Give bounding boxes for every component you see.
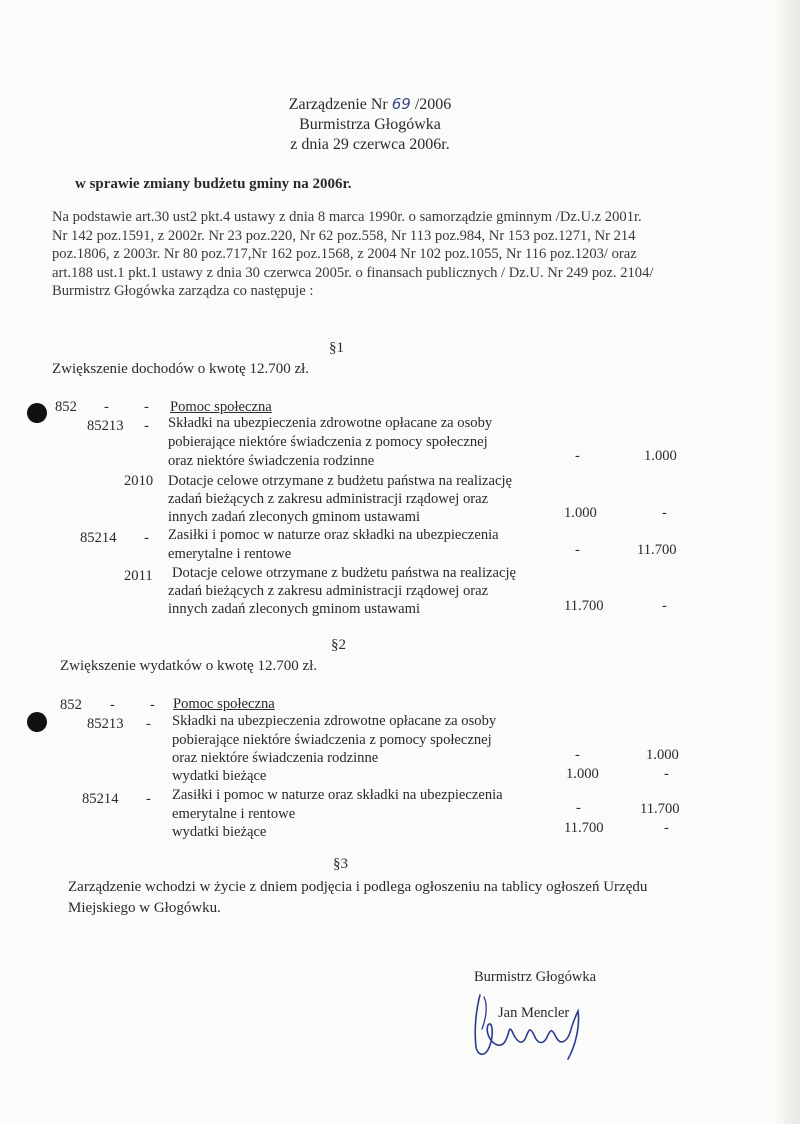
s2-dash: - (150, 697, 155, 713)
s1-dzial-name: Pomoc społeczna (170, 399, 272, 415)
s1-p1-line: zadań bieżących z zakresu administracji rządowej oraz (168, 491, 489, 507)
section-3-heading: §3 (333, 856, 348, 872)
s2-r1-amount-d: - (664, 766, 669, 782)
basis-line: Nr 142 poz.1591, z 2002r. Nr 23 poz.220, Nr 62 poz.558, Nr 113 poz.984, Nr 153 poz.1271, Nr 214 (52, 227, 636, 244)
s1-dash: - (144, 530, 149, 546)
s2-dash: - (146, 791, 151, 807)
s2-r2-line: Zasiłki i pomoc w naturze oraz składki na ubezpieczenia (172, 787, 503, 803)
basis-line: art.188 ust.1 pkt.1 ustawy z dnia 30 czerwca 2005r. o finansach publicznych / Dz.U. Nr 249 poz. 2104/ (52, 264, 654, 281)
s1-p2-line: zadań bieżących z zakresu administracji rządowej oraz (168, 583, 489, 599)
s2-rozdzial-85214: 85214 (82, 791, 119, 807)
s1-r1-line: Składki na ubezpieczenia zdrowotne opłacane za osoby (168, 415, 493, 431)
punch-hole-1 (27, 403, 47, 423)
s2-r1-line: Składki na ubezpieczenia zdrowotne opłacane za osoby (172, 713, 497, 729)
s1-p1-amount-b: - (662, 505, 667, 521)
s1-p2-line: innych zadań zleconych gminom ustawami (168, 601, 421, 617)
s1-dash: - (144, 418, 149, 434)
s2-dzial-name: Pomoc społeczna (173, 696, 275, 712)
subject-line: w sprawie zmiany budżetu gminy na 2006r. (75, 176, 352, 192)
s2-r2-line: emerytalne i rentowe (172, 806, 296, 822)
s2-r2-amount-a: - (576, 800, 581, 816)
s1-rozdzial-85214: 85214 (80, 530, 117, 546)
page-edge-shadow (772, 0, 800, 1124)
punch-hole-2 (27, 712, 47, 732)
s1-dash: - (104, 399, 109, 415)
section-1-heading: §1 (329, 340, 344, 356)
s2-r1-amount-b: 1.000 (646, 747, 679, 763)
section-3-line: Zarządzenie wchodzi w życie z dniem podjęcia i podlega ogłoszeniu na tablicy ogłoszeń Urzędu (68, 879, 648, 895)
s1-p1-amount-a: 1.000 (564, 505, 597, 521)
signature-title: Burmistrz Głogówka (474, 969, 597, 985)
s1-rozdzial-85213: 85213 (87, 418, 124, 434)
s2-r2-amount-d: - (664, 820, 669, 836)
s1-p2-amount-a: 11.700 (564, 598, 604, 614)
s1-r2-amount-a: - (575, 542, 580, 558)
s1-dash: - (144, 399, 149, 415)
s2-r1-amount-a: - (575, 747, 580, 763)
section-2-intro: Zwiększenie wydatków o kwotę 12.700 zł. (60, 658, 318, 674)
s2-rozdzial-85213: 85213 (87, 716, 124, 732)
s1-r1-amount-a: - (575, 448, 580, 464)
s1-p1-line: innych zadań zleconych gminom ustawami (168, 509, 421, 525)
s2-r1-line: pobierające niektóre świadczenia z pomocy społecznej (172, 732, 492, 748)
s1-p1-line: Dotacje celowe otrzymane z budżetu państwa na realizację (168, 473, 512, 489)
s1-paragraf-2011: 2011 (124, 568, 153, 584)
s2-r1-line: oraz niektóre świadczenia rodzinne (172, 750, 379, 766)
section-3-line: Miejskiego w Głogówku. (68, 900, 221, 916)
handwritten-signature (466, 985, 596, 1065)
signature-name: Jan Mencler (498, 1005, 570, 1021)
s1-p2-line: Dotacje celowe otrzymane z budżetu państwa na realizację (172, 565, 516, 581)
s2-r2-amount-c: 11.700 (564, 820, 604, 836)
s1-r2-line: Zasiłki i pomoc w naturze oraz składki na ubezpieczenia (168, 527, 499, 543)
section-2-heading: §2 (331, 637, 346, 653)
s1-paragraf-2010: 2010 (124, 473, 154, 489)
s1-dzial-code: 852 (55, 399, 77, 415)
s1-r2-line: emerytalne i rentowe (168, 546, 292, 562)
s2-dash: - (146, 716, 151, 732)
basis-line: Burmistrz Głogówka zarządza co następuje : (52, 283, 314, 299)
s2-dzial-code: 852 (60, 697, 82, 713)
section-1-intro: Zwiększenie dochodów o kwotę 12.700 zł. (52, 361, 310, 377)
s1-r1-line: pobierające niektóre świadczenia z pomocy społecznej (168, 434, 488, 450)
legal-basis (52, 208, 653, 301)
basis-line: Na podstawie art.30 ust2 pkt.4 ustawy z dnia 8 marca 1990r. o samorządzie gminnym /Dz.U.z 2001r. (52, 209, 642, 225)
ordinance-number-line: Zarządzenie Nr 69 /2006 (288, 95, 452, 113)
basis-line: poz.1806, z 2003r. Nr 80 poz.717,Nr 162 poz.1568, z 2004 Nr 102 poz.1055, Nr 116 poz.1203/ oraz (52, 246, 637, 262)
s1-r1-amount-b: 1.000 (644, 448, 677, 464)
date-line: z dnia 29 czerwca 2006r. (290, 136, 450, 153)
s1-r1-line: oraz niektóre świadczenia rodzinne (168, 453, 375, 469)
issuer-line: Burmistrza Głogówka (299, 116, 441, 133)
s2-r1-amount-c: 1.000 (566, 766, 599, 782)
s2-dash: - (110, 697, 115, 713)
s1-p2-amount-b: - (662, 598, 667, 614)
handwritten-number: 69 (391, 95, 411, 113)
s2-r1-expense-label: wydatki bieżące (172, 768, 267, 784)
s1-r2-amount-b: 11.700 (637, 542, 677, 558)
s2-r2-expense-label: wydatki bieżące (172, 824, 267, 840)
s2-r2-amount-b: 11.700 (640, 801, 680, 817)
